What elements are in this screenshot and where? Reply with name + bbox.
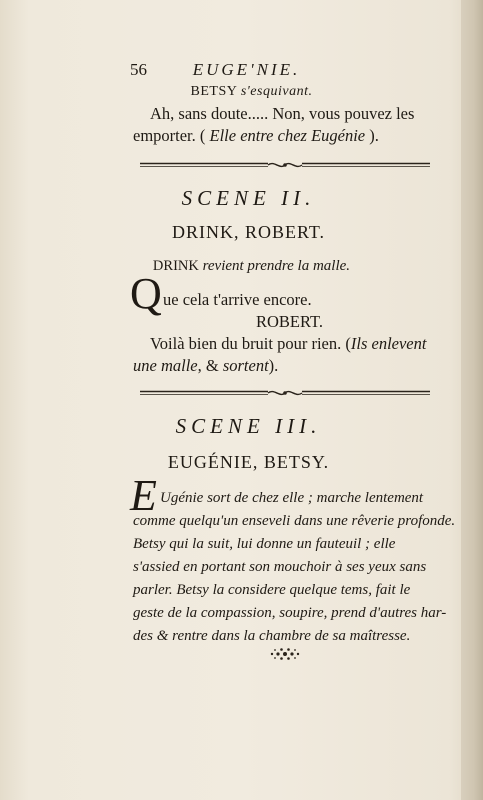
speaker-name: BETSY xyxy=(190,84,237,99)
paragraph-line: Ugénie sort de chez elle ; marche lentement xyxy=(160,490,424,506)
speaker-betsy xyxy=(0,84,483,100)
scene-title: SCENE III. xyxy=(175,414,322,438)
stage-direction: Elle entre chez Eugénie xyxy=(205,126,370,145)
paragraph-line: parler. Betsy la considere quelque tems, fait le xyxy=(133,582,411,598)
dialogue-line: emporter. ( Elle entre chez Eugénie ). xyxy=(133,126,379,145)
fleuron-icon xyxy=(268,646,302,667)
paragraph-line: s'assied en portant son mouchoir à ses yeux sans xyxy=(133,559,427,575)
drop-cap: E xyxy=(130,471,157,520)
speaker-robert: ROBERT. xyxy=(256,312,323,331)
ornamental-rule-icon xyxy=(140,388,430,398)
ornamental-rule-icon xyxy=(140,160,430,170)
paragraph-line: geste de la compassion, soupire, prend d'autres har- xyxy=(133,605,447,621)
dialogue-line: Voilà bien du bruit pour rien. (Ils enlevent xyxy=(150,334,427,353)
dialogue-line: une malle, & sortent). xyxy=(133,356,279,375)
stage-name: DRINK xyxy=(152,258,199,274)
stage-direction: Ils enlevent xyxy=(350,334,427,353)
drop-cap: Q xyxy=(130,269,162,318)
page-gutter xyxy=(461,0,483,800)
dialogue-line: Ah, sans doute..... Non, vous pouvez les xyxy=(150,104,415,123)
scene-cast: EUGÉNIE, BETSY. xyxy=(167,452,330,472)
dialogue-line: ue cela t'arrive encore. xyxy=(163,290,312,309)
paragraph-line: des & rentre dans la chambre de sa maîtresse. xyxy=(133,628,411,644)
running-head: EUGE'NIE. xyxy=(192,60,301,79)
paragraph-line: Betsy qui la suit, lui donne un fauteuil ; elle xyxy=(133,536,396,552)
stage-direction: DRINK revient prendre la malle. xyxy=(152,258,351,274)
page-number: 56 xyxy=(130,60,147,79)
scene-title: SCENE II. xyxy=(181,186,316,210)
scene-cast: DRINK, ROBERT. xyxy=(171,222,326,242)
paragraph-line: comme quelqu'un enseveli dans une rêverie profonde. xyxy=(133,513,456,529)
speaker-direction: s'esquivant. xyxy=(240,84,313,99)
